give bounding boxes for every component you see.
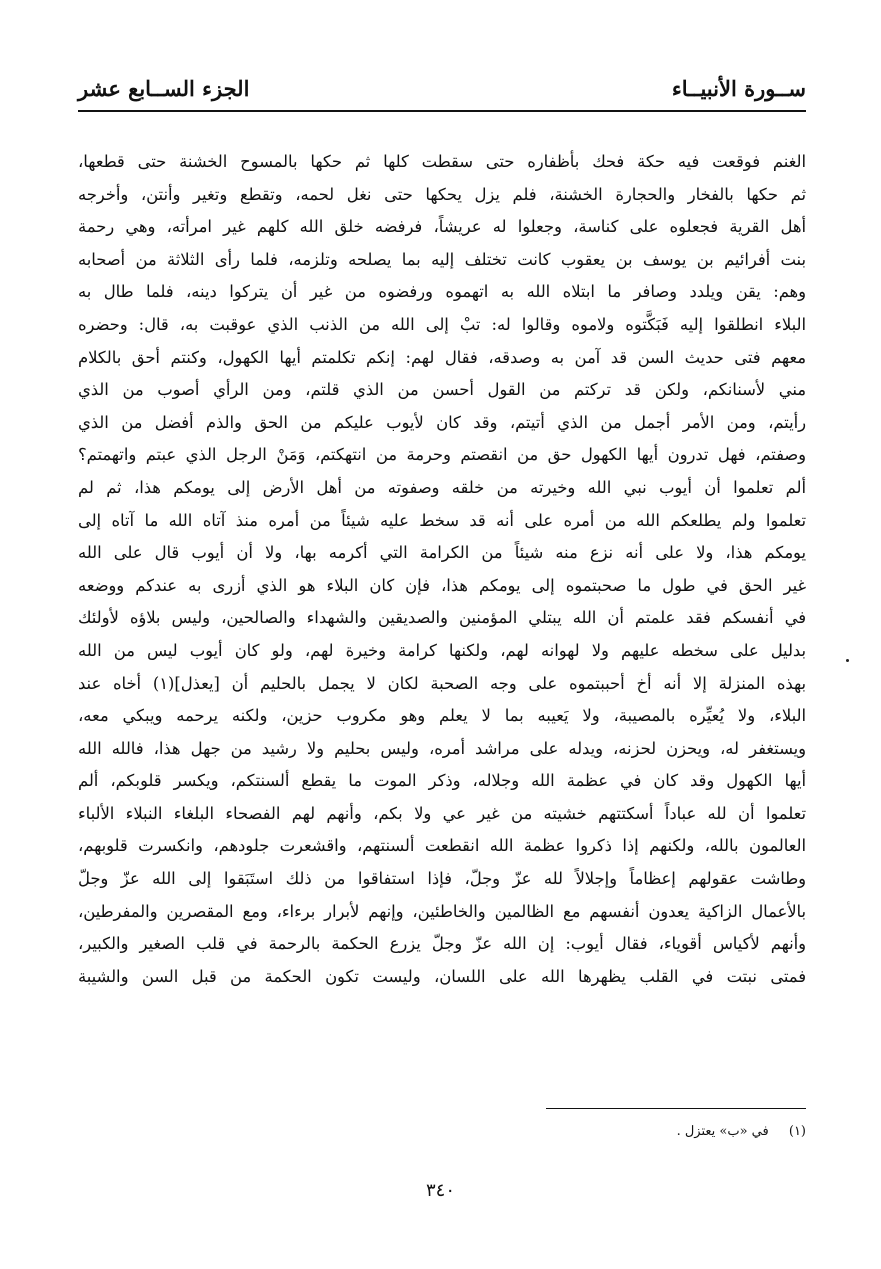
main-text bbox=[78, 146, 806, 993]
text-line: ألم تعلموا أن أيوب نبي الله وخيرته من خلقه وصفوته من أهل الأرض إلى يومكم هذا، ثم لم bbox=[78, 477, 806, 497]
text-line: فمتى نبتت في القلب يظهرها الله على اللسان، وليست تكون الحكمة من قبل السن والشيبة bbox=[78, 966, 806, 986]
text-line: معهم فتى حديث السن قد آمن به وصدقه، فقال لهم: إنكم تكلمتم أيها الكهول، وكنتم أحق بالكلام bbox=[78, 347, 806, 367]
text-line: وأنهم لأكياس أقوياء، فقال أيوب: إن الله عزّ وجلّ يزرع الحكمة بالرحمة في قلب الصغير والكبير، bbox=[78, 934, 806, 954]
part-title: الجزء الســابع عشر bbox=[78, 76, 250, 101]
text-line: ثم حكها بالفخار والحجارة الخشنة، فلم يزل يحكها حتى نغل لحمه، وتقطع وتغير وأنتن، وأخرجه bbox=[78, 184, 806, 204]
text-line: تعلموا أن لله عباداً أسكتتهم خشيته من غير عي ولا بكم، وأنهم لهم الفصحاء البلغاء النبلاء الألباء bbox=[78, 803, 806, 823]
footnote-number: (١) bbox=[788, 1124, 806, 1139]
text-line: البلاء، ولا يُعيِّره بالمصيبة، ولا يَعيبه بما لا يعلم وهو مكروب حزين، ولكنه يرحمه ويبكي معه، bbox=[78, 706, 806, 726]
text-line: العالمون بالله، ولكنهم إذا ذكروا عظمة الله انقطعت ألسنتهم، واقشعرت جلودهم، وانكسرت قلوبهم، bbox=[78, 836, 806, 856]
text-line: مني لأسنانكم، ولكن قد تركتم من القول أحسن من الذي قلتم، ومن الرأي أصوب من الذي bbox=[78, 380, 806, 400]
footnote-text: في «ب» يعتزل . bbox=[676, 1124, 769, 1139]
header-divider bbox=[78, 110, 806, 112]
text-line: يومكم هذا، ولا على أنه نزع منه شيئاً من الكرامة التي أكرمه بها، ولا أن أيوب قال على الله bbox=[78, 543, 806, 563]
text-line: وهم: يقن ويلدد وصافر ما ابتلاه الله به اتهموه ورفضوه من غير أن يتركوا دينه، فلما طال به bbox=[78, 282, 806, 302]
text-line: بهذه المنزلة إلا أنه أخ أحببتموه على وجه الصحبة لكان لا يجمل بالحليم أن [يعذل](١) أخاه عند bbox=[78, 673, 806, 693]
scan-speck bbox=[846, 659, 849, 662]
text-line: بالأعمال الزاكية يعدون أنفسهم مع الظالمين والخاطئين، وإنهم لأبرار برءاء، ومع المقصرين والمفرطين، bbox=[78, 901, 806, 921]
text-line: غير الحق في طول ما صحبتموه إلى يومكم هذا، فإن كان البلاء هو الذي أزرى به عندكم ووضعه bbox=[78, 575, 806, 595]
footnote bbox=[677, 1124, 806, 1139]
text-line: أهل القرية فجعلوه على كناسة، وجعلوا له عريشاً، فرفضه خلق الله كلهم غير امرأته، وهي رحمة bbox=[78, 217, 806, 237]
text-line: بدليل على سخطه عليهم ولا لهوانه لهم، ولكنها كرامة وخيرة لهم، ولو كان أيوب ليس من الله bbox=[78, 640, 806, 660]
text-line: ويستغفر له، ويحزن لحزنه، ويدله على مراشد أمره، وليس بحليم ولا رشيد من جهل هذا، فالله الله bbox=[78, 738, 806, 758]
text-line: رأيتم، ومن الأمر أجمل من الذي أتيتم، وقد كان لأيوب عليكم من الحق والذم أفضل من الذي bbox=[78, 412, 806, 432]
running-header bbox=[78, 68, 806, 108]
text-line: وطاشت عقولهم إعظاماً وإجلالاً لله عزّ وجلّ، فإذا استفاقوا من ذلك استَبَقوا إلى الله عزّ وجلّ bbox=[78, 869, 806, 889]
text-line: أيها الكهول وقد كان في عظمة الله وجلاله، وذكر الموت ما يقطع ألسنتكم، ويكسر قلوبكم، ألم bbox=[78, 771, 806, 791]
text-line: البلاء انطلقوا إليه فَبَكَّتوه ولاموه وقالوا له: تبْ إلى الله من الذنب الذي عوقبت به، قال: وحضره bbox=[78, 314, 806, 334]
text-line: في أنفسكم فقد علمتم أن الله يبتلي المؤمنين والصديقين والشهداء والصالحين، وليس بلاؤه لأولئك bbox=[78, 608, 806, 628]
footnote-divider bbox=[546, 1108, 806, 1109]
text-line: وصفتم، فهل تدرون أيها الكهول حق من انقصتم وحرمة من انتهكتم، وَمَنْ الرجل الذي عبتم واتهمتم؟ bbox=[78, 445, 806, 465]
text-line: الغنم فوقعت فيه حكة فحك بأظفاره حتى سقطت كلها ثم حكها بالمسوح الخشنة حتى قطعها، bbox=[78, 152, 806, 171]
text-line: بنت أفرائيم بن يوسف بن يعقوب كانت تختلف إليه بما يصلحه وتلزمه، فلما رأى الثلاثة من أصحابه bbox=[78, 249, 806, 269]
text-line: تعلموا ولم يطلعكم الله من أمره على أنه قد سخط عليه شيئاً من أمره منذ آتاه الله ما آتاه إلى bbox=[78, 510, 806, 530]
page-number: ٣٤٠ bbox=[425, 1180, 455, 1201]
surah-title: ســورة الأنبيــاء bbox=[671, 76, 806, 101]
